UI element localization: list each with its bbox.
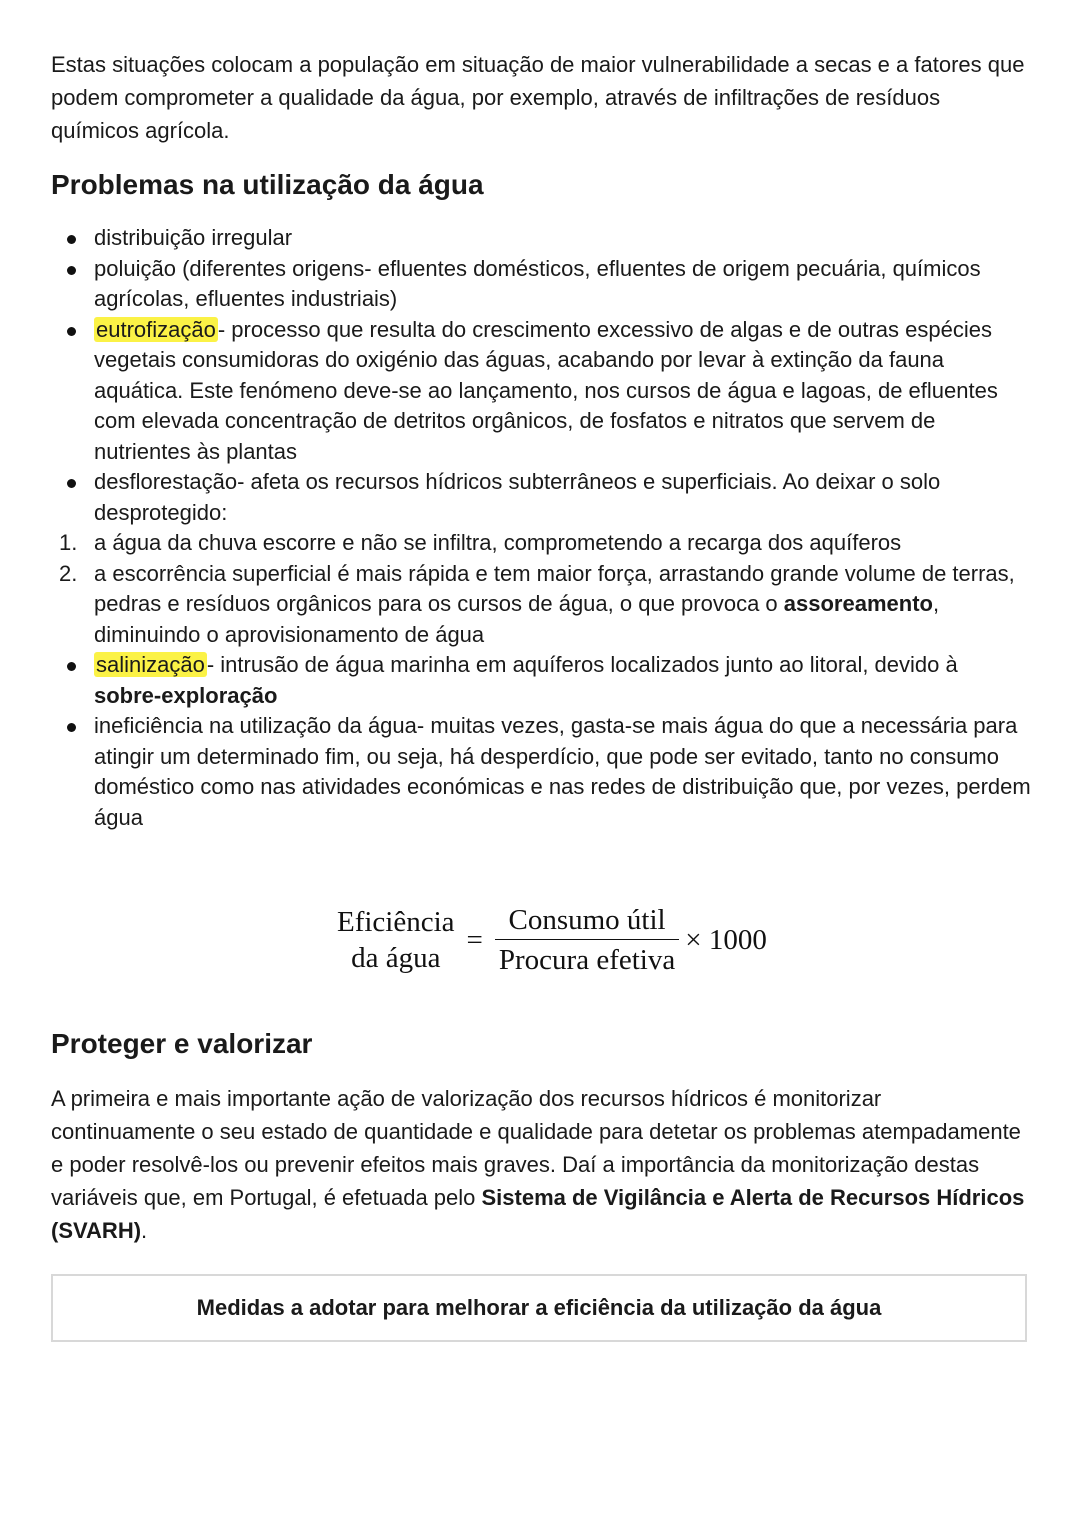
list-item-text: distribuição irregular <box>94 225 293 250</box>
formula-equals: = <box>466 923 483 956</box>
numbered-item <box>51 528 1031 559</box>
formula-lhs-line2: da água <box>351 942 441 974</box>
list-item-text: a escorrência superficial é mais rápida e tem maior força, arrastando grande volume de terras, pedras e resíduos orgânicos para os cursos de água, o que provoca o <box>94 560 1015 616</box>
problems-list <box>51 223 1031 528</box>
list-item <box>51 315 1031 468</box>
document-page <box>51 48 1031 833</box>
list-item <box>51 254 1031 315</box>
list-item-text: poluição (diferentes origens- efluentes domésticos, efluentes de origem pecuária, químicos agrícolas, efluentes industriais) <box>94 255 981 311</box>
bold-term: assoreamento <box>783 591 933 616</box>
list-item-text: a água da chuva escorre e não se infiltra, comprometendo a recarga dos aquíferos <box>94 530 902 555</box>
highlighted-term: salinização <box>96 652 205 677</box>
formula-lhs <box>337 904 455 976</box>
item-number: 2. <box>59 560 78 586</box>
measures-box <box>51 1274 1027 1342</box>
intro-paragraph: Estas situações colocam a população em situação de maior vulnerabilidade a secas e a fatores que podem comprometer a qualidade da água, por exemplo, através de infiltrações de resíduos químicos agrícola. <box>51 52 1025 143</box>
heading-protect: Proteger e valorizar <box>51 1028 313 1059</box>
list-item-text: , diminuindo o aprovisionamento de água <box>94 591 940 647</box>
formula-lhs-line1: Eficiência <box>337 906 455 938</box>
list-item <box>51 650 1031 711</box>
list-item <box>51 711 1031 833</box>
numbered-item <box>51 559 1031 651</box>
protect-paragraph <box>51 1082 1031 1247</box>
list-item-text: desflorestação- afeta os recursos hídricos subterrâneos e superficiais. Ao deixar o solo desprotegido: <box>94 469 941 525</box>
problems-list-continued <box>51 650 1031 833</box>
list-item-text: - intrusão de água marinha em aquíferos localizados junto ao litoral, devido à <box>206 652 958 677</box>
measures-box-title: Medidas a adotar para melhorar a eficiência da utilização da água <box>196 1295 882 1320</box>
formula-multiplier: × 1000 <box>685 923 767 956</box>
numbered-list <box>51 528 1031 650</box>
heading-problems: Problemas na utilização da água <box>51 169 484 200</box>
item-number: 1. <box>59 530 78 555</box>
formula-fraction <box>495 905 679 975</box>
paragraph-text: . <box>141 1218 148 1243</box>
formula-numerator: Consumo útil <box>508 904 666 936</box>
highlighted-term: eutrofização <box>96 316 216 342</box>
formula-denominator: Procura efetiva <box>495 939 679 975</box>
paragraph-text: A primeira e mais importante ação de valorização dos recursos hídricos é monitorizar continuamente o seu estado de quantidade e qualidade para detetar os problemas atempadamente e poder resolvê-los ou prevenir efeitos mais graves. Daí a importância da monitorização destas variáveis que, em Portugal, é efetuada pelo <box>51 1086 1021 1210</box>
efficiency-formula <box>337 900 767 980</box>
bold-term: Sistema de Vigilância e Alerta de Recursos Hídricos (SVARH) <box>51 1185 1025 1243</box>
protect-section <box>51 1026 1031 1247</box>
bold-term: sobre-exploração <box>94 682 278 708</box>
list-item-text: ineficiência na utilização da água- muitas vezes, gasta-se mais água do que a necessária para atingir um determinado fim, ou seja, há desperdício, que pode ser evitado, tanto no consumo doméstico como nas atividades económicas e nas redes de distribuição que, por vezes, perdem água <box>94 713 1031 830</box>
list-item <box>51 223 1031 254</box>
list-item <box>51 467 1031 528</box>
list-item-text: - processo que resulta do crescimento excessivo de algas e de outras espécies vegetais consumidoras do oxigénio das águas, acabando por levar à extinção da fauna aquática. Este fenómeno deve-se ao lançamento, nos cursos de água e lagoas, de efluentes com elevada concentração de detritos orgânicos, de fosfatos e nitratos que servem de nutrientes às plantas <box>94 316 998 464</box>
